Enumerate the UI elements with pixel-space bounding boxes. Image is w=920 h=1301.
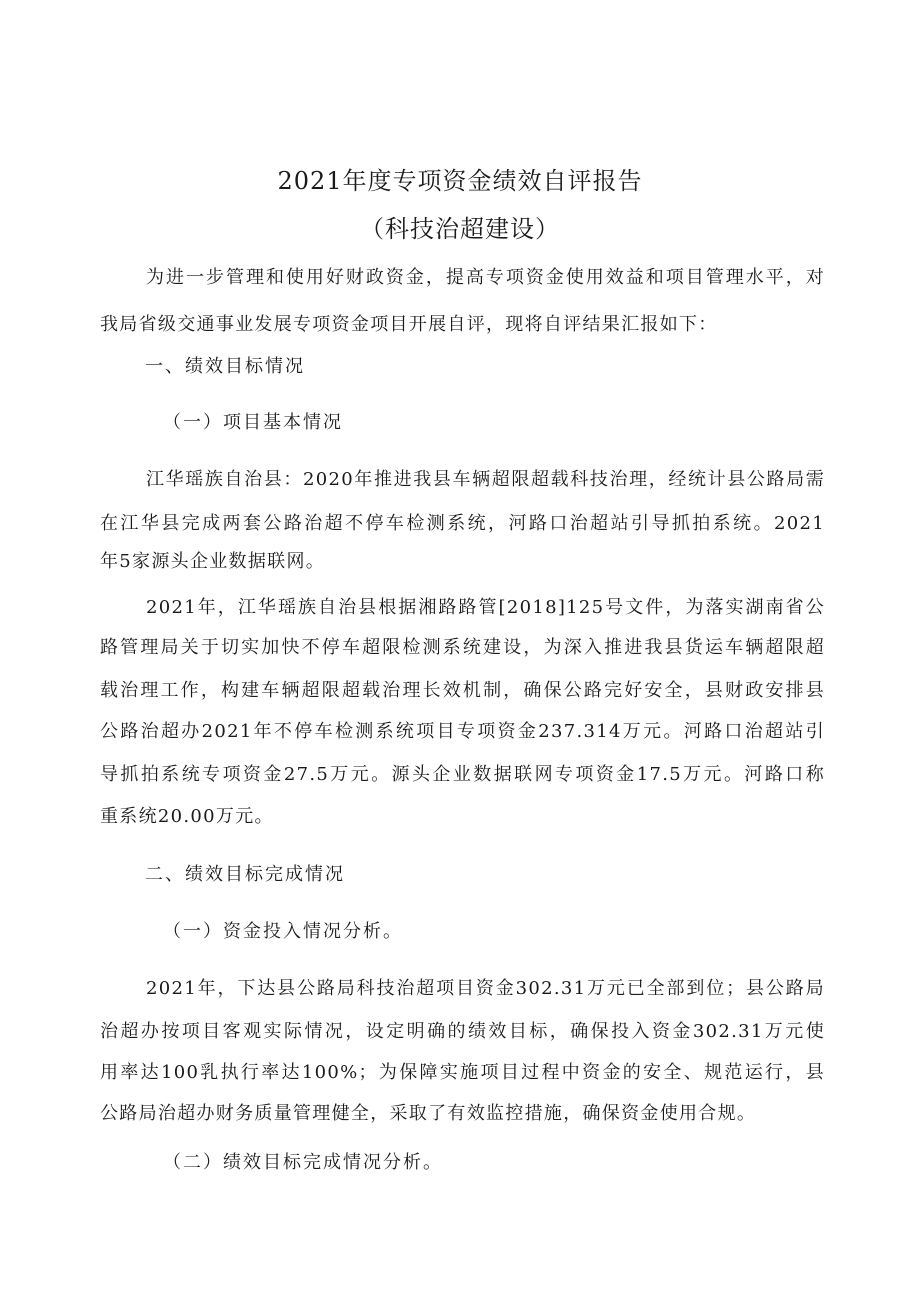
section-1-sub-1-heading: （一）项目基本情况 bbox=[163, 412, 343, 433]
s1-para2-line-6: 重系统20.00万元。 bbox=[100, 806, 274, 827]
s1-para2-line-4: 公路治超办2021年不停车检测系统项目专项资金237.314万元。河路口治超站引 bbox=[100, 721, 825, 742]
s1-para2-line-1: 2021年，江华瑶族自治县根据湘路路管[2018]125号文件，为落实湖南省公 bbox=[146, 597, 825, 618]
intro-line-2: 我局省级交通事业发展专项资金项目开展自评，现将自评结果汇报如下： bbox=[100, 314, 718, 335]
s1-para2-line-3: 载治理工作，构建车辆超限超载治理长效机制，确保公路完好安全，县财政安排县 bbox=[100, 680, 825, 701]
s1-para1-line-1: 江华瑶族自治县：2020年推进我县车辆超限超载科技治理，经统计县公路局需 bbox=[146, 469, 825, 490]
section-2-heading: 二、绩效目标完成情况 bbox=[145, 864, 345, 885]
intro-line-1: 为进一步管理和使用好财政资金，提高专项资金使用效益和项目管理水平，对 bbox=[146, 267, 825, 288]
section-2-sub-2-heading: （二）绩效目标完成情况分析。 bbox=[163, 1152, 443, 1173]
s1-para2-line-2: 路管理局关于切实加快不停车超限检测系统建设，为深入推进我县货运车辆超限超 bbox=[100, 637, 825, 658]
s1-para2-line-5: 导抓拍系统专项资金27.5万元。源头企业数据联网专项资金17.5万元。河路口称 bbox=[100, 764, 825, 785]
section-1-heading: 一、绩效目标情况 bbox=[145, 356, 305, 377]
section-2-sub-1-heading: （一）资金投入情况分析。 bbox=[163, 921, 403, 942]
s2-para1-line-1: 2021年，下达县公路局科技治超项目资金302.31万元已全部到位；县公路局 bbox=[146, 978, 825, 999]
document-subtitle: （科技治超建设） bbox=[360, 215, 560, 243]
s2-para1-line-3: 用率达100乳执行率达100%；为保障实施项目过程中资金的安全、规范运行，县 bbox=[100, 1062, 825, 1083]
s1-para1-line-2: 在江华县完成两套公路治超不停车检测系统，河路口治超站引导抓拍系统。2021 bbox=[100, 513, 825, 534]
document-title: 2021年度专项资金绩效自评报告 bbox=[277, 167, 643, 195]
s2-para1-line-2: 治超办按项目客观实际情况，设定明确的绩效目标，确保投入资金302.31万元使 bbox=[100, 1021, 825, 1042]
s2-para1-line-4: 公路局治超办财务质量管理健全，采取了有效监控措施，确保资金使用合规。 bbox=[100, 1103, 757, 1124]
s1-para1-line-3: 年5家源头企业数据联网。 bbox=[100, 551, 326, 572]
